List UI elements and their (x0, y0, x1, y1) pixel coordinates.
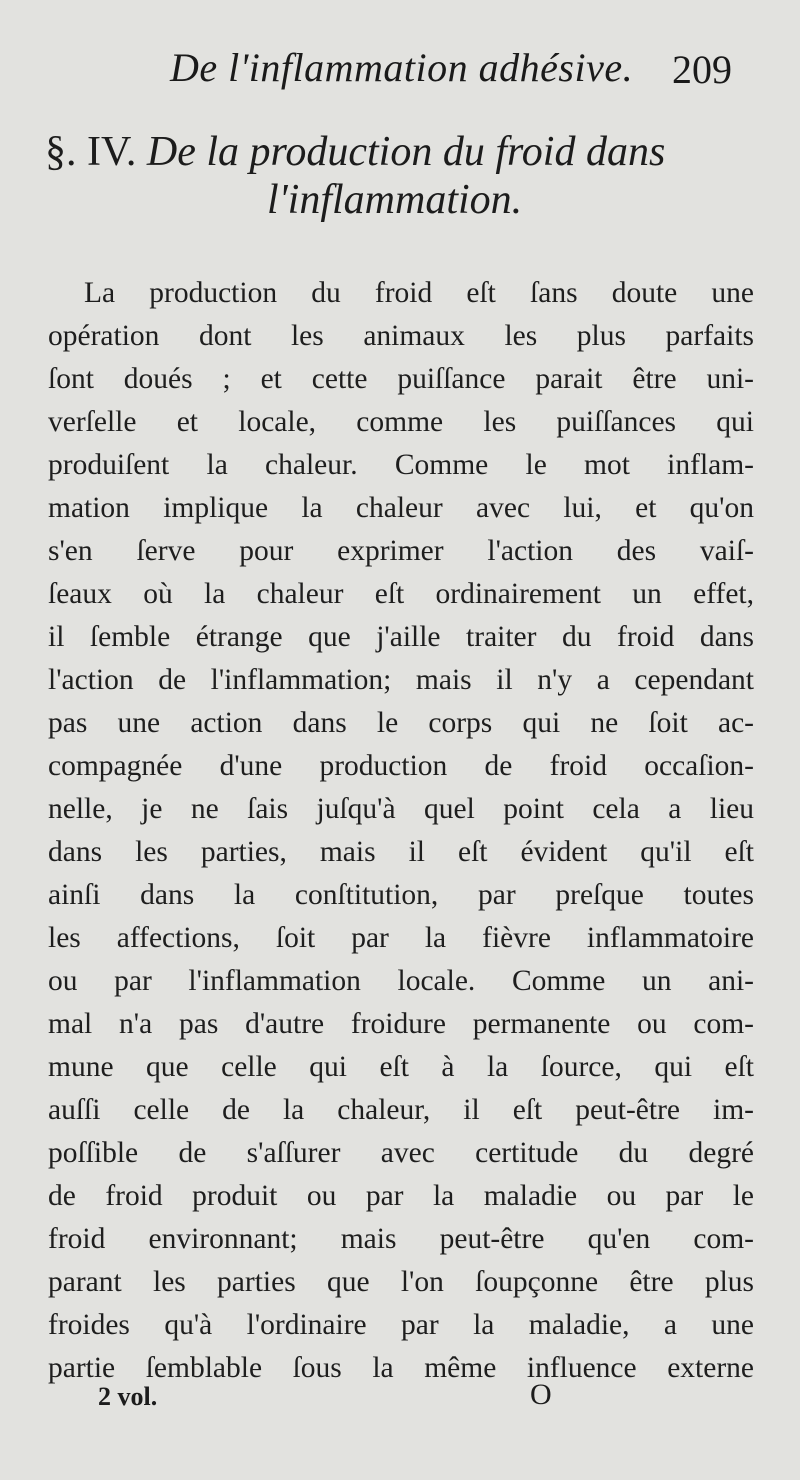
text-line: pas une action dans le corps qui ne ſoit ac- (48, 707, 754, 739)
text-line: verſelle et locale, comme les puiſſances qui (48, 406, 754, 438)
text-line: parant les parties que l'on ſoupçonne être plus (48, 1266, 754, 1298)
text-line: les affections, ſoit par la fièvre inflammatoire (48, 922, 754, 954)
section-heading-line1 (45, 128, 765, 176)
text-line: ſeaux où la chaleur eſt ordinairement un effet, (48, 578, 754, 610)
text-line: froid environnant; mais peut-être qu'en com- (48, 1223, 754, 1255)
running-head-title: De l'inflammation adhésive. (170, 45, 634, 90)
text-line: dans les parties, mais il eſt évident qu'il eſt (48, 836, 754, 868)
section-number: §. IV. (45, 129, 137, 175)
text-line: mation implique la chaleur avec lui, et qu'on (48, 492, 754, 524)
text-line: l'action de l'inflammation; mais il n'y a cependant (48, 664, 754, 696)
text-line: s'en ſerve pour exprimer l'action des vaiſ- (48, 535, 754, 567)
text-line: La production du froid eſt ſans doute une (84, 277, 754, 309)
text-line: ou par l'inflammation locale. Comme un ani- (48, 965, 754, 997)
text-line: froides qu'à l'ordinaire par la maladie, a une (48, 1309, 754, 1341)
text-line: de froid produit ou par la maladie ou par le (48, 1180, 754, 1212)
text-line: auſſi celle de la chaleur, il eſt peut-être im- (48, 1094, 754, 1126)
text-line: nelle, je ne ſais juſqu'à quel point cela a lieu (48, 793, 754, 825)
text-line: mune que celle qui eſt à la ſource, qui eſt (48, 1051, 754, 1083)
gathering-mark: O (530, 1378, 552, 1411)
text-line: ainſi dans la conſtitution, par preſque toutes (48, 879, 754, 911)
text-line: partie ſemblable ſous la même influence externe (48, 1352, 754, 1384)
section-title-part2: l'inflammation. (267, 177, 523, 223)
body-paragraph (48, 272, 754, 1390)
running-head (0, 40, 800, 100)
text-line: poſſible de s'aſſurer avec certitude du degré (48, 1137, 754, 1169)
text-line: il ſemble étrange que j'aille traiter du froid dans (48, 621, 754, 653)
signature-mark: 2 vol. (98, 1382, 158, 1411)
text-line: mal n'a pas d'autre froidure permanente ou com- (48, 1008, 754, 1040)
text-line: opération dont les animaux les plus parfaits (48, 320, 754, 352)
section-title-part1: De la production du froid dans (146, 129, 666, 175)
text-line: produiſent la chaleur. Comme le mot inflam- (48, 449, 754, 481)
text-line: compagnée d'une production de froid occaſion- (48, 750, 754, 782)
section-heading (45, 128, 765, 224)
page-number: 209 (672, 47, 732, 92)
text-line: ſont doués ; et cette puiſſance parait être uni- (48, 363, 754, 395)
